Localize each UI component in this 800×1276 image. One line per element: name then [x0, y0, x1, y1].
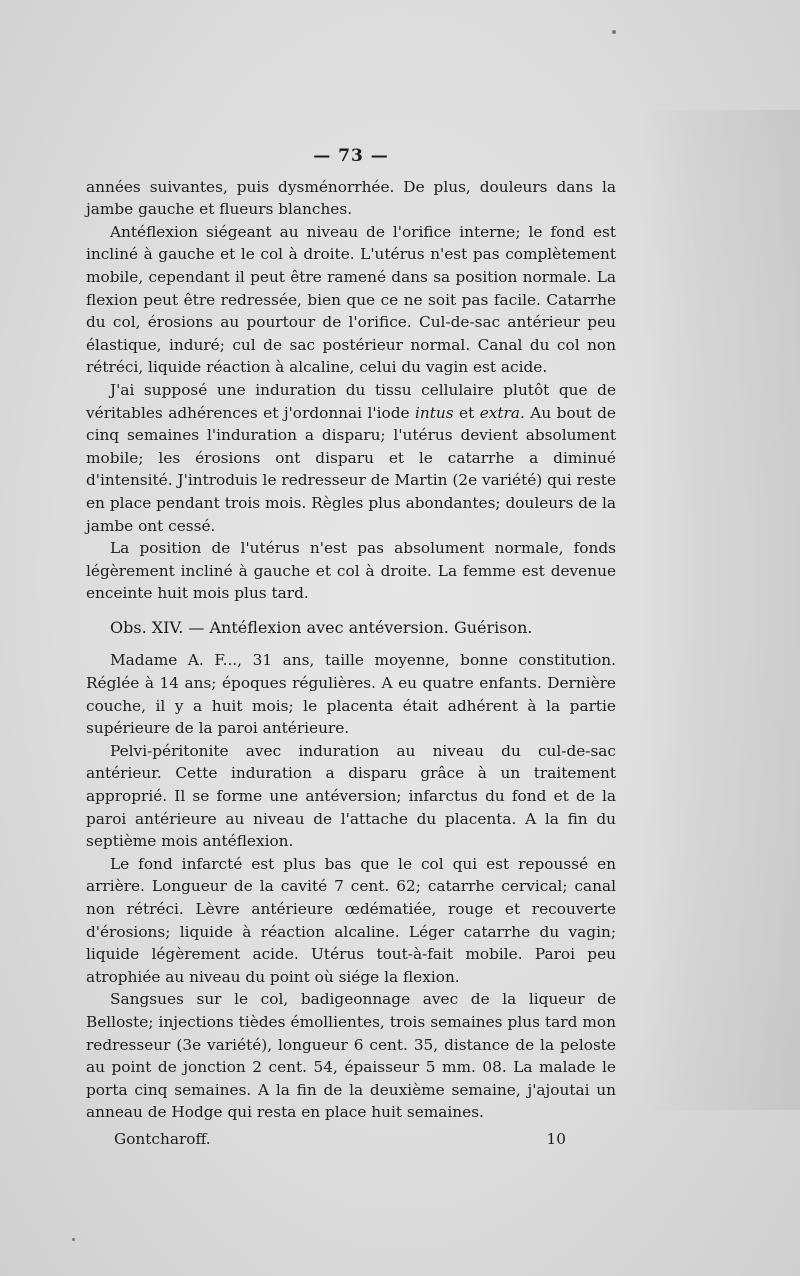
paragraph-3: [86, 379, 616, 537]
paragraph-1: années suivantes, puis dysménorrhée. De plus, douleurs dans la jambe gauche et flueurs blanches.: [86, 177, 616, 219]
paragraph-4: La position de l'utérus n'est pas absolument normale, fonds légèrement incliné à gauche et col à droite. La femme est devenue enceinte huit mois plus tard.: [86, 539, 616, 603]
show-through-shadow: [640, 110, 800, 1110]
paragraph-3-et: et: [453, 403, 480, 422]
paragraph-3-text-a: J'ai supposé une induration du tissu cellulaire plutôt que de véritables adhérences et j'ordonnai l'iode: [86, 380, 616, 422]
intus-word: intus: [415, 403, 454, 422]
page-body: [86, 145, 616, 1151]
signature-mark: 10: [546, 1129, 566, 1148]
page-number: — 73 —: [313, 146, 389, 166]
speck: [72, 1238, 75, 1241]
page-footer: [86, 1128, 616, 1151]
paragraph-6: Pelvi-péritonite avec induration au niveau du cul-de-sac antérieur. Cette induration a disparu grâce à un traitement approprié. Il se forme une antéversion; infarctus du fond et de la paroi antérieure au niveau de l'attache du placenta. A la fin du septième mois antéflexion.: [86, 741, 616, 851]
paragraph-7: Le fond infarcté est plus bas que le col qui est repoussé en arrière. Longueur de la cavité 7 cent. 62; catarrhe cervical; canal non rétréci. Lèvre antérieure œdématiée, rouge et recouverte d'érosions; liquide à réaction alcaline. Léger catarrhe du vagin; liquide légèrement acide. Utérus tout-à-fait mobile. Paroi peu atrophiée au niveau du point où siége la flexion.: [86, 854, 616, 986]
extra-word: extra.: [479, 403, 525, 422]
paragraph-8: Sangsues sur le col, badigeonnage avec de la liqueur de Belloste; injections tièdes émollientes, trois semaines plus tard mon redresseur (3e variété), longueur 6 cent. 35, distance de la peloste au point de jonction 2 cent. 54, épaisseur 5 mm. 08. La malade le porta cinq semaines. A la fin de la deuxième semaine, j'ajoutai un anneau de Hodge qui resta en place huit semaines.: [86, 990, 616, 1122]
author-name: Gontcharoff.: [114, 1129, 211, 1148]
observation-heading: Obs. XIV. — Antéflexion avec antéversion. Guérison.: [110, 617, 533, 637]
paragraph-2: Antéflexion siégeant au niveau de l'orifice interne; le fond est incliné à gauche et le col à droite. L'utérus n'est pas complètement mobile, cependant il peut être ramené dans sa position normale. La flexion peut être redressée, bien que ce ne soit pas facile. Catarrhe du col, érosions au pourtour de l'orifice. Cul-de-sac antérieur peu élastique, induré; cul de sac postérieur normal. Canal du col non rétréci, liquide réaction à alcaline, celui du vagin est acide.: [86, 222, 616, 377]
speck: [612, 30, 616, 34]
paragraph-3-text-b: Au bout de cinq semaines l'induration a disparu; l'utérus devient absolument mobile; les érosions ont disparu et le catarrhe a diminué d'intensité. J'introduis le redresseur de Martin (2e variété) qui reste en place pendant trois mois. Règles plus abondantes; douleurs de la jambe ont cessé.: [86, 403, 616, 535]
paragraph-5: Madame A. F..., 31 ans, taille moyenne, bonne constitution. Réglée à 14 ans; époques régulières. A eu quatre enfants. Dernière couche, il y a huit mois; le placenta était adhérent à la partie supérieure de la paroi antérieure.: [86, 651, 616, 738]
